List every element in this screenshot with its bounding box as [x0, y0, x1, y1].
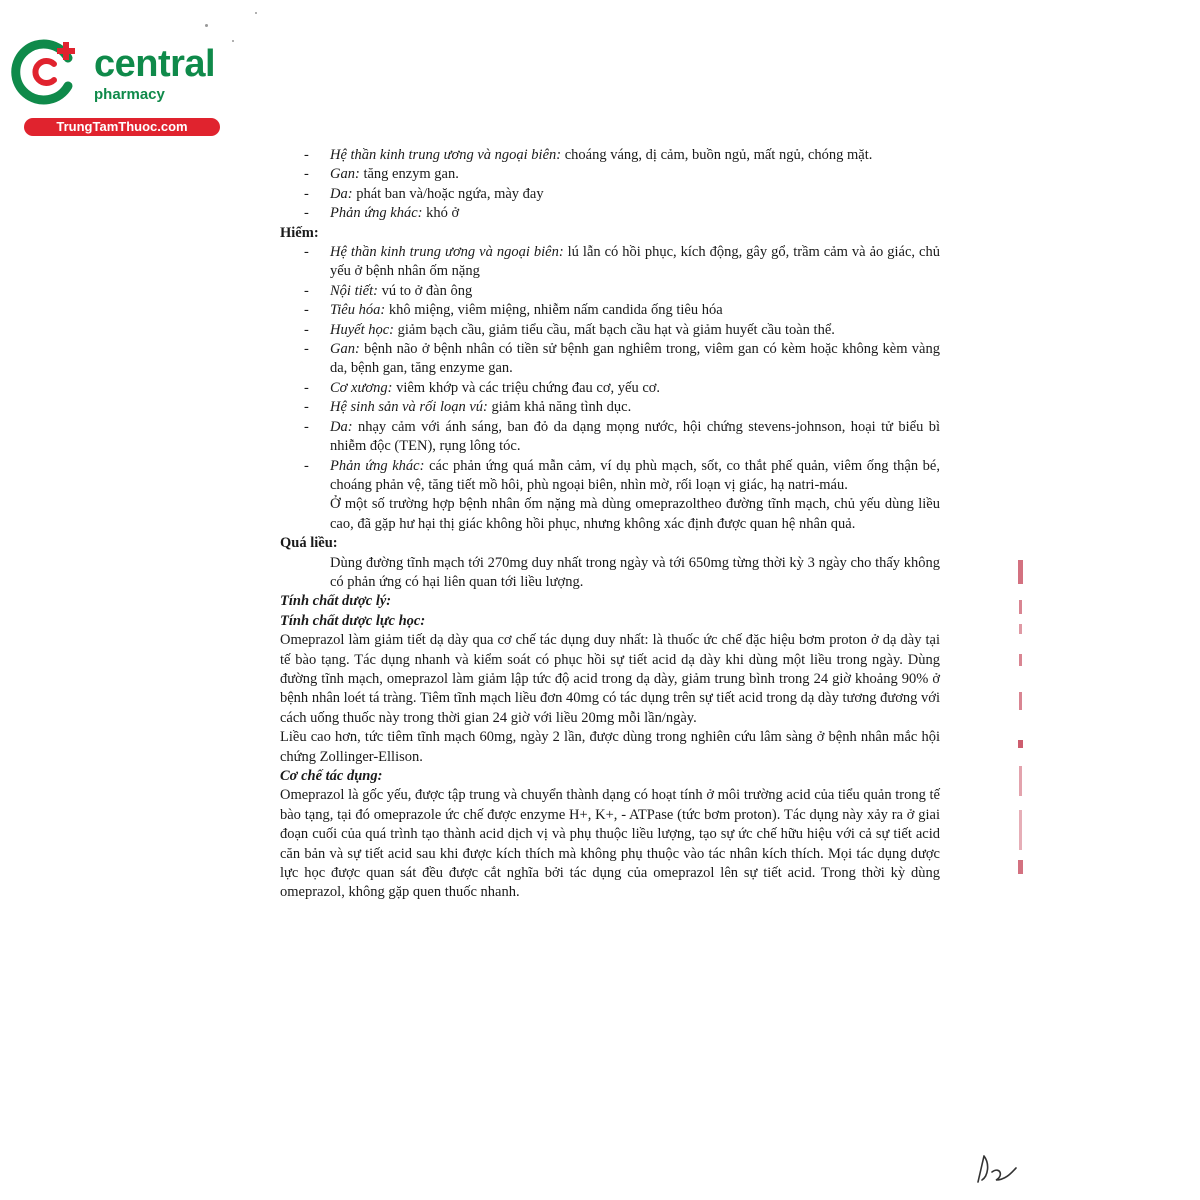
item-text: khó ở [422, 205, 460, 222]
scan-speck [232, 40, 234, 42]
list-item: - Huyết học: giảm bạch cầu, giảm tiểu cầu, mất bạch cầu hạt và giảm huyết cầu toàn thể. [304, 321, 835, 338]
item-text: viêm khớp và các triệu chứng đau cơ, yếu cơ. [392, 379, 661, 396]
item-label: Hệ sinh sản và rối loạn vú: [330, 399, 488, 416]
list-item: - Da: nhạy cảm với ánh sáng, ban đỏ da dạng mọng nước, hội chứng stevens-johnson, hoại tử biểu bì nhiễm độc (TEN), rụng lông tóc. [304, 418, 940, 455]
item-label: Cơ xương: [330, 379, 393, 396]
brand-logo[interactable] [10, 36, 220, 136]
item-text: bệnh não ở bệnh nhân có tiền sử bệnh gan nghiêm trong, viêm gan có kèm hoặc không kèm vàng da, bệnh gan, tăng enzyme gan. [330, 341, 940, 377]
item-label: Phản ứng khác: [330, 457, 425, 474]
rare-heading: Hiếm: [280, 224, 319, 241]
item-label: Da: [330, 185, 353, 202]
item-label: Phản ứng khác: [330, 205, 423, 222]
item-label: Da: [330, 418, 353, 435]
pharmacology-heading: Tính chất dược lý: [280, 593, 392, 610]
list-item: - Phản ứng khác: các phản ứng quá mẫn cảm, ví dụ phù mạch, sốt, co thắt phế quản, viêm ống thận bé, choáng phản vệ, tăng tiết mồ hôi, phù ngoại biên, nhìn mờ, rối loạn vị giác, hạ natri-máu. [304, 457, 940, 493]
item-text: tăng enzym gan. [359, 166, 459, 183]
stamp-edge-mark [1012, 560, 1032, 880]
item-label: Hệ thần kinh trung ương và ngoại biên: [330, 244, 564, 261]
overdose-heading: Quá liều: [280, 535, 338, 552]
item-text: vú to ở đàn ông [377, 282, 473, 299]
item-text: giảm khả năng tình dục. [487, 399, 632, 416]
document-body [280, 146, 940, 903]
item-label: Gan: [330, 341, 360, 358]
scan-speck [205, 24, 208, 27]
list-item: - Da: phát ban và/hoặc ngứa, mày đay [304, 185, 544, 202]
brand-url[interactable]: TrungTamThuoc.com [24, 118, 220, 136]
item-text: giảm bạch cầu, giảm tiểu cầu, mất bạch cầu hạt và giảm huyết cầu toàn thể. [394, 321, 835, 338]
mechanism-paragraph: Omeprazol là gốc yếu, được tập trung và chuyển thành dạng có hoạt tính ở môi trường acid của tiểu quản trong tế bào tạng, tại đó omeprazole ức chế được enzyme H+, K+, - ATPase (tức bơm proton). Tác dụng này xảy ra ở giai đoạn cuối của quá trình tạo thành acid dịch vị và phụ thuộc liều lượng, tạo sự ức chế hữu hiệu với cả sự tiết acid căn bản và sự tiết acid sau khi được kích thích mà không phụ thuộc vào tác nhân kích thích. Mọi tác dụng dược lực học được quan sát đều được cắt nghĩa bởi tác dụng của omeprazol lên sự tiết acid. Trong thời kỳ dùng omeprazol, không gặp quen thuốc nhanh. [280, 787, 940, 901]
item-label: Gan: [330, 166, 360, 183]
list-item: - Hệ thần kinh trung ương và ngoại biên: choáng váng, dị cảm, buồn ngủ, mất ngủ, chóng mặt. [304, 147, 873, 163]
list-item: - Nội tiết: vú to ở đàn ông [304, 282, 473, 299]
item-label: Nội tiết: [330, 282, 378, 299]
item-text: các phản ứng quá mẫn cảm, ví dụ phù mạch, sốt, co thắt phế quản, viêm ống thận bé, choáng phản vệ, tăng tiết mồ hôi, phù ngoại biên, nhìn mờ, rối loạn vị giác, hạ natri-máu. [330, 457, 940, 493]
item-text: nhạy cảm với ánh sáng, ban đỏ da dạng mọng nước, hội chứng stevens-johnson, hoại tử biểu bì nhiễm độc (TEN), rụng lông tóc. [330, 418, 940, 455]
scan-speck [255, 12, 257, 14]
item-text: lú lẫn có hồi phục, kích động, gây gổ, trầm cảm và ảo giác, chủ yếu ở bệnh nhân ốm nặng [330, 244, 940, 280]
item-label: Hệ thần kinh trung ương và ngoại biên: [330, 147, 562, 163]
pharmacodynamics-heading: Tính chất dược lực học: [280, 612, 426, 629]
list-item: - Gan: tăng enzym gan. [304, 166, 459, 183]
item-label: Huyết học: [330, 321, 395, 338]
overdose-text: Dùng đường tĩnh mạch tới 270mg duy nhất trong ngày và tới 650mg từng thời kỳ 3 ngày cho thấy không có phản ứng có hại liên quan tới liều lượng. [330, 554, 940, 590]
list-item: - Phản ứng khác: khó ở [304, 205, 460, 222]
item-text: khô miệng, viêm miệng, nhiễm nấm candida ống tiêu hóa [385, 302, 723, 319]
pharmacodynamics-paragraph: Liều cao hơn, tức tiêm tĩnh mạch 60mg, ngày 2 lần, được dùng trong nghiên cứu lâm sàng ở bệnh nhân mắc hội chứng Zollinger-Ellison. [280, 729, 940, 765]
mechanism-heading: Cơ chế tác dụng: [280, 768, 383, 784]
item-text: choáng váng, dị cảm, buồn ngủ, mất ngủ, chóng mặt. [561, 147, 873, 163]
rare-note: Ở một số trường hợp bệnh nhân ốm nặng mà dùng omeprazoltheo đường tĩnh mạch, chủ yếu dùng liều cao, đã gặp hư hại thị giác không hồi phục, nhưng không xác định được quan hệ nhân quả. [330, 496, 940, 532]
list-item: - Hệ thần kinh trung ương và ngoại biên: lú lẫn có hồi phục, kích động, gây gổ, trầm cảm và ảo giác, chủ yếu ở bệnh nhân ốm nặng [304, 244, 940, 280]
list-item: - Tiêu hóa: khô miệng, viêm miệng, nhiễm nấm candida ống tiêu hóa [304, 302, 723, 319]
list-item: - Hệ sinh sản và rối loạn vú: giảm khả năng tình dục. [304, 399, 632, 416]
list-item: - Cơ xương: viêm khớp và các triệu chứng đau cơ, yếu cơ. [304, 379, 661, 396]
pharmacodynamics-paragraph: Omeprazol làm giảm tiết dạ dày qua cơ chế tác dụng duy nhất: là thuốc ức chế đặc hiệu bơm proton ở dạ dày tại tế bào tạng. Tác dụng nhanh và kiểm soát có phục hồi sự tiết acid dạ dày khi dùng một liều trong ngày. Dùng đường tĩnh mạch, omeprazol làm giảm lập tức độ acid trong dạ dày, giảm trung bình trong 24 giờ khoảng 90% ở bệnh nhân loét tá tràng. Tiêm tĩnh mạch liều đơn 40mg có tác dụng trên sự tiết acid trong dạ dày tương đương với cách uống thuốc này trong thời gian 24 giờ với liều 20mg mỗi lần/ngày. [280, 632, 940, 726]
brand-name: central [94, 43, 216, 85]
signature-initials [970, 1150, 1020, 1190]
brand-subtitle: pharmacy [94, 86, 165, 103]
list-item: - Gan: bệnh não ở bệnh nhân có tiền sử bệnh gan nghiêm trong, viêm gan có kèm hoặc không kèm vàng da, bệnh gan, tăng enzyme gan. [304, 341, 940, 377]
item-label: Tiêu hóa: [330, 302, 386, 319]
item-text: phát ban và/hoặc ngứa, mày đay [352, 185, 544, 202]
central-pharmacy-logo-icon [10, 36, 82, 108]
